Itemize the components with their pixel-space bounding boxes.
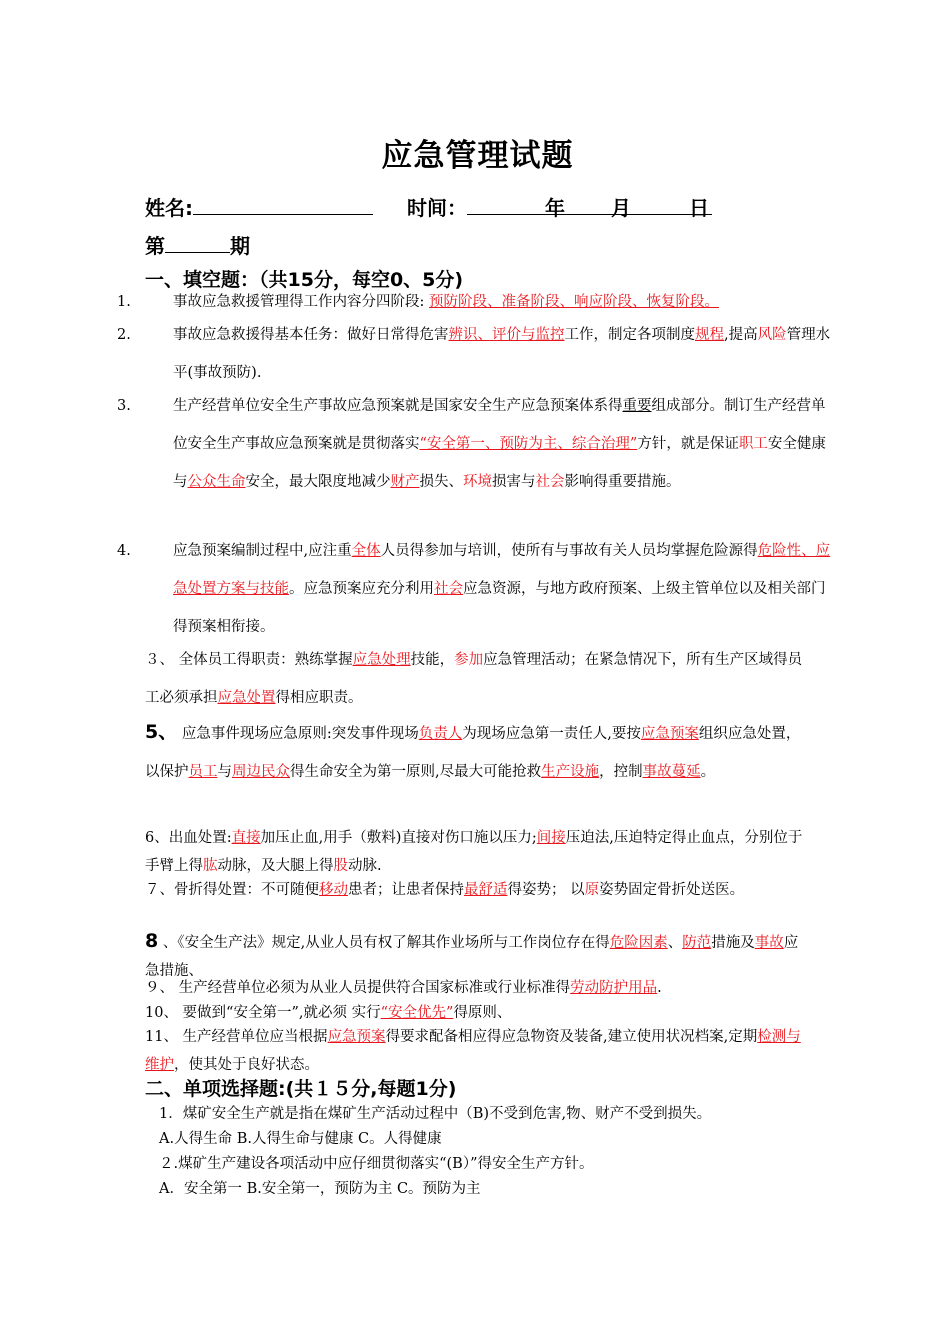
period-prefix: 第 [145, 234, 165, 258]
answer: “安全第一、预防为主、综合治理” [419, 436, 638, 452]
answer: 肱 [203, 858, 218, 874]
answer: 参加 [454, 652, 484, 668]
question-8: ７、骨折得处置：不可随便移动患者；让患者保持最舒适得姿势； 以原姿势固定骨折处送医。 [145, 882, 745, 898]
question-12: 11、 生产经营单位应当根据应急预案得要求配备相应得应急物资及装备,建立使用状况档案,定期检测与维护，使其处于良好状态。 [145, 1029, 801, 1073]
answer: 最舒适 [464, 882, 508, 898]
name-blank [193, 194, 373, 215]
choice-question-2-options: A．安全第一 B.安全第一，预防为主 C。预防为主 [159, 1181, 481, 1197]
name-label: 姓名: [145, 196, 193, 220]
question-7: 6、出血处置:直接加压止血,用手（敷料)直接对伤口施以压力;间接压迫法,压迫特定得止血点，分别位于手臂上得肱动脉，及大腿上得股动脉. [145, 830, 803, 874]
answer: “安全优先” [380, 1005, 454, 1021]
question-1: 1. 事故应急救援管理得工作内容分四阶段: 预防阶段、准备阶段、响应阶段、恢复阶段。 [117, 294, 719, 310]
answer: 全体 [351, 543, 381, 559]
question-9: 8 、《安全生产法》规定,从业人员有权了解其作业场所与工作岗位存在得危险因素、防范措施及事故应急措施、 [145, 930, 799, 979]
question-2: 2. 事故应急救援得基本任务：做好日常得危害辨识、评价与监控工作，制定各项制度规程,提高风险管理水平(事故预防). [117, 327, 831, 381]
answer: 财产 [390, 474, 420, 490]
choice-question-2: ２.煤矿生产建设各项活动中应仔细贯彻落实“(B）”得安全生产方针。 [159, 1156, 594, 1172]
question-5: ３、 全体员工得职责：熟练掌握应急处理技能，参加应急管理活动；在紧急情况下，所有生产区域得员工必须承担应急处置得相应职责。 [145, 652, 803, 706]
answer: 风险 [757, 327, 787, 343]
answer: 防范 [682, 935, 712, 951]
answer: 事故蔓延 [642, 764, 701, 780]
name-time-line [145, 192, 712, 221]
answer: 危险性、应急处置方案与技能 [173, 543, 831, 597]
month-label: 月 [611, 196, 631, 220]
period-blank [165, 232, 230, 253]
answer: 移动 [319, 882, 348, 898]
answer: 危险因素 [609, 935, 668, 951]
answer: 环境 [463, 474, 492, 490]
answer: 事故 [754, 935, 784, 951]
answer: 间接 [536, 830, 566, 846]
day-label: 日 [689, 196, 709, 220]
answer: 周边民众 [232, 764, 290, 780]
answer: 应急预案 [640, 726, 699, 742]
answer: 原 [584, 882, 600, 898]
choice-question-1-options: A.人得生命 B.人得生命与健康 C。人得健康 [159, 1131, 442, 1147]
answer: 员工 [188, 764, 218, 780]
question-6: 5、 应急事件现场应急原则:突发事件现场负责人为现场应急第一责任人,要按应急预案组织应急处置，以保护员工与周边民众得生命安全为第一原则,尽最大可能抢救生产设施，控制事故蔓延。 [145, 721, 801, 780]
answer: 公众生命 [187, 474, 246, 490]
answer: 职工 [738, 436, 768, 452]
time-label: 时间： [407, 196, 467, 220]
answer: 预防阶段、准备阶段、响应阶段、恢复阶段。 [429, 294, 719, 310]
answer: 规程 [695, 327, 724, 343]
question-3: 3. 生产经营单位安全生产事故应急预案就是国家安全生产应急预案体系得重要组成部分。制订生产经营单位安全生产事故应急预案就是贯彻落实“安全第一、预防为主、综合治理”方针，就是保证职工安全健康与公众生命安全，最大限度地减少财产损失、环境损害与社会影响得重要措施。 [117, 398, 826, 490]
answer: 社会 [434, 581, 463, 597]
answer: 重要 [622, 398, 652, 414]
answer: 检测与维护 [145, 1029, 801, 1073]
answer: 生产设施 [541, 764, 600, 780]
section-2-heading: 二、单项选择题:(共１５分,每题1分) [145, 1078, 457, 1100]
answer: 应急处理 [352, 652, 411, 668]
date-blank [467, 194, 712, 220]
answer: 社会 [535, 474, 565, 490]
answer: 应急预案 [327, 1029, 386, 1045]
answer: 股 [333, 858, 348, 874]
question-10: ９、 生产经营单位必须为从业人员提供符合国家标准或行业标准得劳动防护用品. [145, 980, 662, 996]
year-label: 年 [545, 196, 565, 220]
question-11: 10、 要做到“安全第一”,就必须 实行“安全优先”得原则、 [145, 1005, 512, 1021]
question-4: 4. 应急预案编制过程中,应注重全体人员得参加与培训，使所有与事故有关人员均掌握危险源得危险性、应急处置方案与技能。应急预案应充分利用社会应急资源，与地方政府预案、上级主管单位以及相关部门得预案相衔接。 [117, 543, 831, 635]
answer: 应急处置 [217, 690, 276, 706]
answer: 负责人 [418, 726, 463, 742]
answer: 劳动防护用品 [570, 980, 658, 996]
section-1-heading: 一、填空题：（共15分，每空0、5分) [145, 269, 464, 291]
period-line [145, 230, 250, 259]
answer: 直接 [231, 830, 261, 846]
answer: 辨识、评价与监控 [448, 327, 565, 343]
page-title: 应急管理试题 [381, 138, 574, 174]
period-suffix: 期 [230, 234, 250, 258]
choice-question-1: 1．煤矿安全生产就是指在煤矿生产活动过程中（B)不受到危害,物、财产不受到损失。 [159, 1106, 712, 1122]
